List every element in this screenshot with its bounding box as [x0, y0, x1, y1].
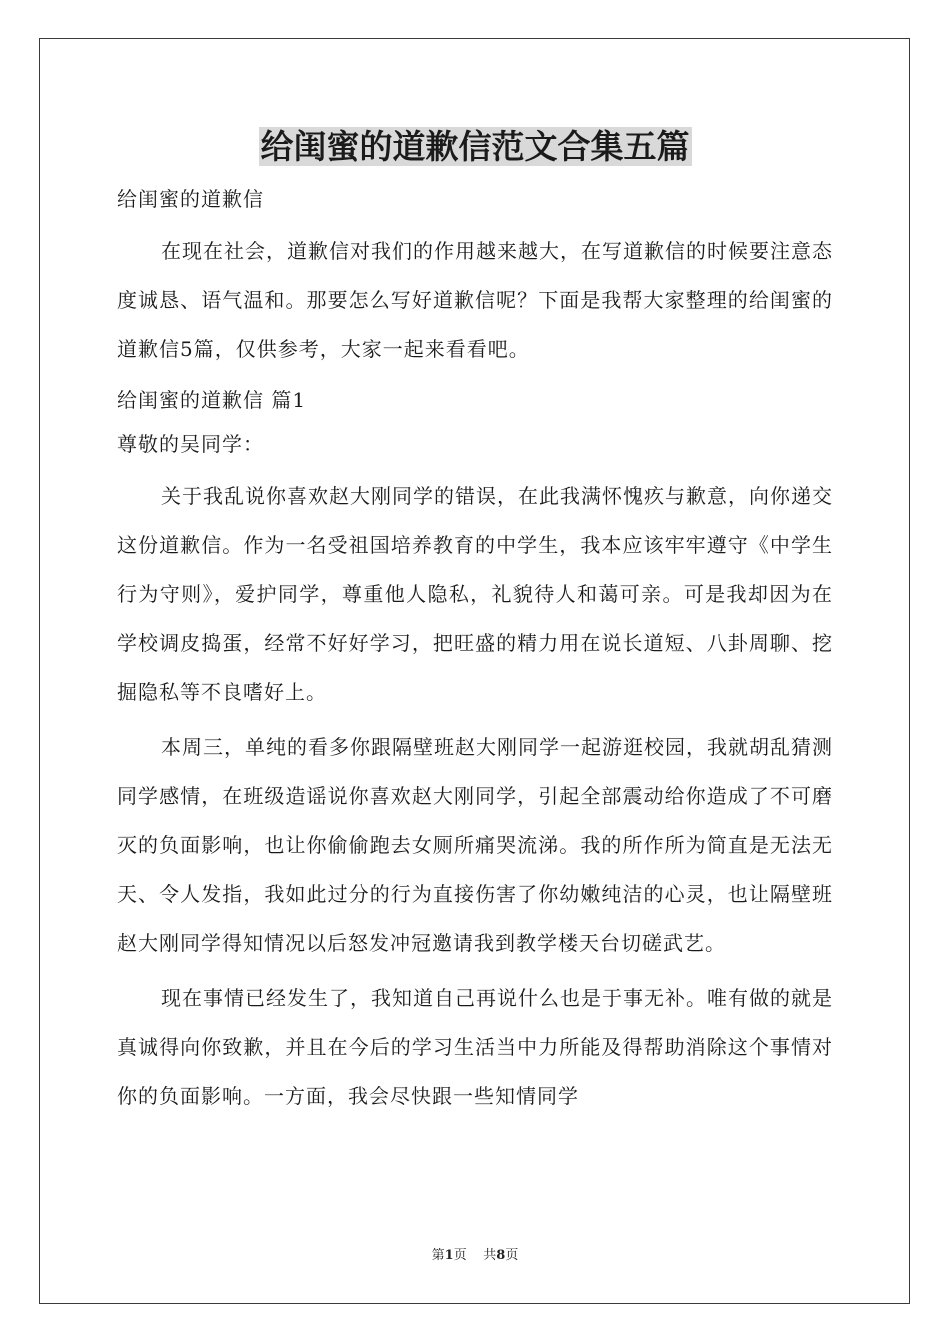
section-title: 给闺蜜的道歉信 篇1: [117, 388, 307, 412]
page-suffix: 页: [453, 1248, 467, 1263]
body-paragraph: 本周三，单纯的看多你跟隔壁班赵大刚同学一起游逛校园，我就胡乱猜测同学感情，在班级造谣说你喜欢赵大刚同学，引起全部震动给你造成了不可磨灭的负面影响，也让你偷偷跑去女厕所痛哭流涕。我的所作所为简直是无法无天、令人发指，我如此过分的行为直接伤害了你幼嫩纯洁的心灵，也让隔壁班赵大刚同学得知情况以后怒发冲冠邀请我到教学楼天台切磋武艺。: [117, 735, 833, 955]
total-suffix: 页: [505, 1248, 519, 1263]
document-body: [117, 177, 833, 1121]
total-prefix: 共: [483, 1248, 497, 1263]
document-title: [0, 124, 950, 170]
intro-paragraph: 在现在社会，道歉信对我们的作用越来越大，在写道歉信的时候要注意态度诚恳、语气温和。那要怎么写好道歉信呢？下面是我帮大家整理的给闺蜜的道歉信5篇，仅供参考，大家一起来看看吧。: [117, 239, 833, 361]
body-paragraph: 关于我乱说你喜欢赵大刚同学的错误，在此我满怀愧疚与歉意，向你递交这份道歉信。作为一名受祖国培养教育的中学生，我本应该牢牢遵守《中学生行为守则》，爱护同学，尊重他人隐私，礼貌待人和蔼可亲。可是我却因为在学校调皮捣蛋，经常不好好学习，把旺盛的精力用在说长道短、八卦周聊、挖掘隐私等不良嗜好上。: [117, 484, 833, 704]
page-prefix: 第: [431, 1248, 445, 1263]
document-title-text: 给闺蜜的道歉信范文合集五篇: [260, 127, 690, 166]
page-current: 1: [444, 1248, 454, 1263]
body-paragraph: 现在事情已经发生了，我知道自己再说什么也是于事无补。唯有做的就是真诚得向你致歉，并且在今后的学习生活当中力所能及得帮助消除这个事情对你的负面影响。一方面，我会尽快跟一些知情同学: [117, 986, 833, 1108]
salutation: 尊敬的吴同学：: [117, 432, 264, 456]
page-footer: [0, 1247, 950, 1265]
document-heading: 给闺蜜的道歉信: [117, 187, 264, 211]
total-pages: 8: [496, 1248, 506, 1263]
